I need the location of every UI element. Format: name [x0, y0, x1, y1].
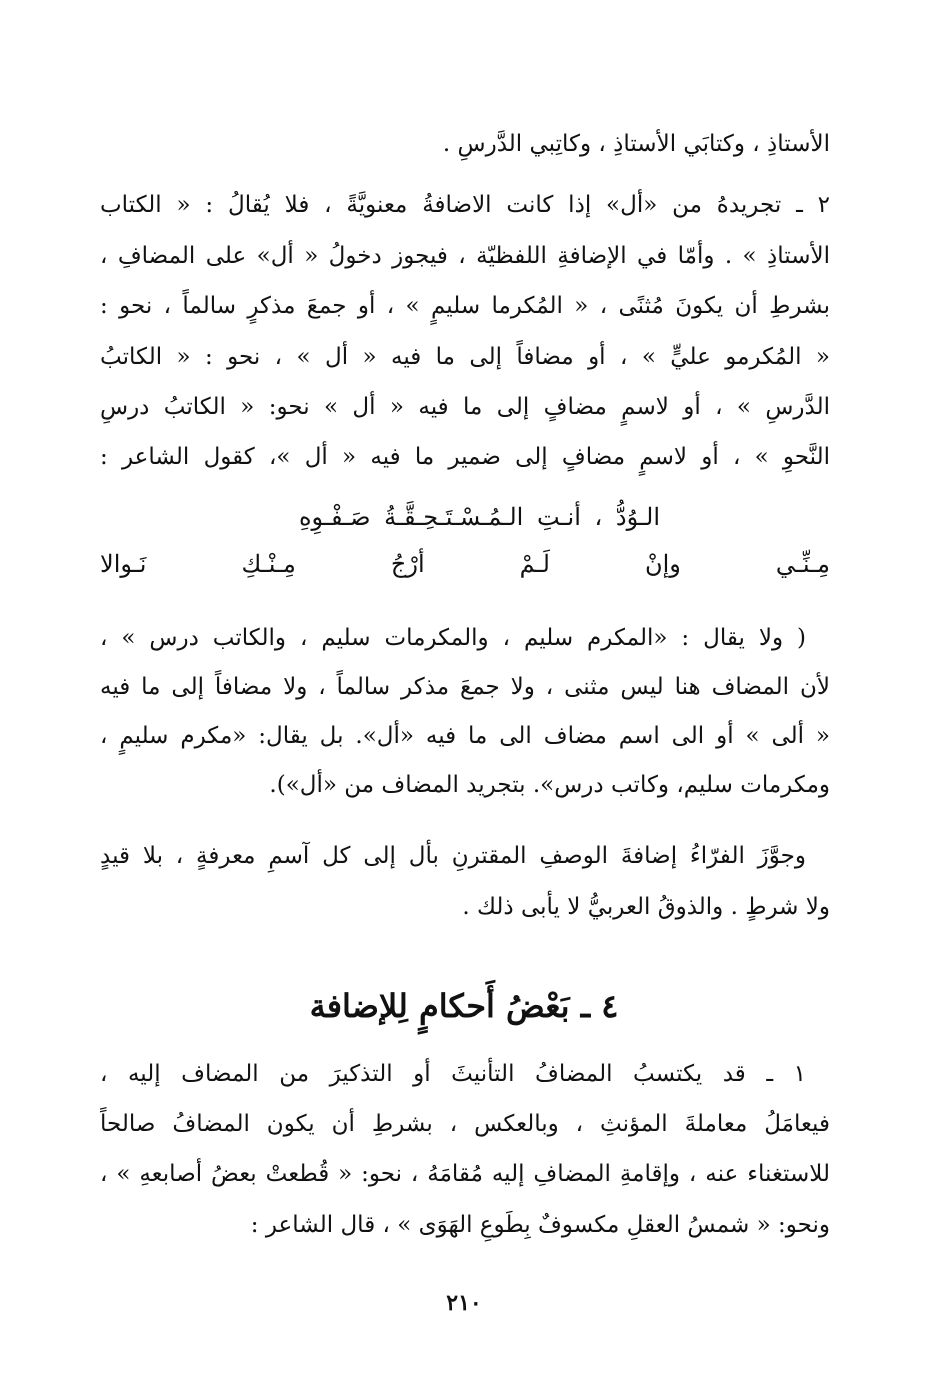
continued-line: الأستاذِ ، وكتابَي الأستاذِ ، وكاتِبي الدَّرسِ .	[442, 131, 830, 157]
paragraph-line: ولا شرطٍ . والذوقُ العربيُّ لا يأبى ذلك .	[462, 894, 830, 920]
paragraph-line: فيعامَلُ معاملةَ المؤنثِ ، وبالعكس ، بشرطِ أن يكون المضافُ صالحاً	[100, 1111, 830, 1137]
page-number: ٢١٠	[446, 1290, 482, 1316]
paragraph-line: ( ولا يقال : «المكرم سليم ، والمكرمات سليم ، والكاتب درس » ،	[100, 625, 806, 651]
paragraph-line: الدَّرسِ » ، أو لاسمٍ مضافٍ إلى ما فيه « أل » نحو: « الكاتبُ درسِ	[100, 394, 830, 420]
paragraph-line: وجوَّزَ الفرّاءُ إضافةَ الوصفِ المقترنِ بأل إلى كل آسمِ معرفةٍ ، بلا قيدٍ	[100, 843, 806, 869]
paragraph-line: ١ ـ قد يكتسبُ المضافُ التأنيثَ أو التذكيرَ من المضاف إليه ،	[100, 1061, 806, 1087]
paragraph-line: ونحو: « شمسُ العقلِ مكسوفٌ بِطَوعِ الهَوَى » ، قال الشاعر :	[250, 1212, 830, 1238]
paragraph-line: ٢ ـ تجريدهُ من «أل» إذا كانت الاضافةُ معنويَّةً ، فلا يُقالُ : « الكتاب	[100, 192, 830, 218]
paragraph-line: لأن المضاف هنا ليس مثنى ، ولا جمعَ مذكر سالماً ، ولا مضافاً إلى ما فيه	[100, 674, 830, 700]
verse-second-hemistich: مِـنِّـي وإنْ لَـمْ أرْجُ مِـنْـكِ نَـوالا	[100, 550, 830, 578]
paragraph-line: بشرطِ أن يكونَ مُثنًى ، « المُكرما سليمٍ » ، أو جمعَ مذكرٍ سالماً ، نحو :	[100, 293, 830, 319]
verse-first-hemistich: الـوُدُّ ، أنـتِ الـمُـسْـتَـحِـقَّـةُ صَـفْـوِهِ	[298, 503, 660, 531]
paragraph-line: « المُكرمو عليٍّ » ، أو مضافاً إلى ما فيه « أل » ، نحو : « الكاتبُ	[100, 344, 830, 370]
paragraph-line: النَّحوِ » ، أو لاسمٍ مضافٍ إلى ضمير ما فيه « أل »، كقول الشاعر :	[100, 444, 830, 470]
paragraph-line: الأستاذِ » . وأمّا في الإضافةِ اللفظيّة ، فيجوز دخولُ « أل» على المضافِ ،	[100, 243, 830, 269]
paragraph-line: « ألى » أو الى اسم مضاف الى ما فيه «أل». بل يقال: «مكرم سليمٍ ،	[100, 723, 830, 749]
paragraph-line: للاستغناء عنه ، وإقامةِ المضافِ إليه مُقامَهُ ، نحو: « قُطعتْ بعضُ أصابعهِ » ،	[100, 1161, 830, 1187]
paragraph-line: ومكرمات سليم، وكاتب درس». بتجريد المضاف من «أل»).	[269, 772, 830, 798]
section-heading: ٤ ـ بَعْضُ أَحكامٍ لِلإضافة	[309, 987, 619, 1025]
